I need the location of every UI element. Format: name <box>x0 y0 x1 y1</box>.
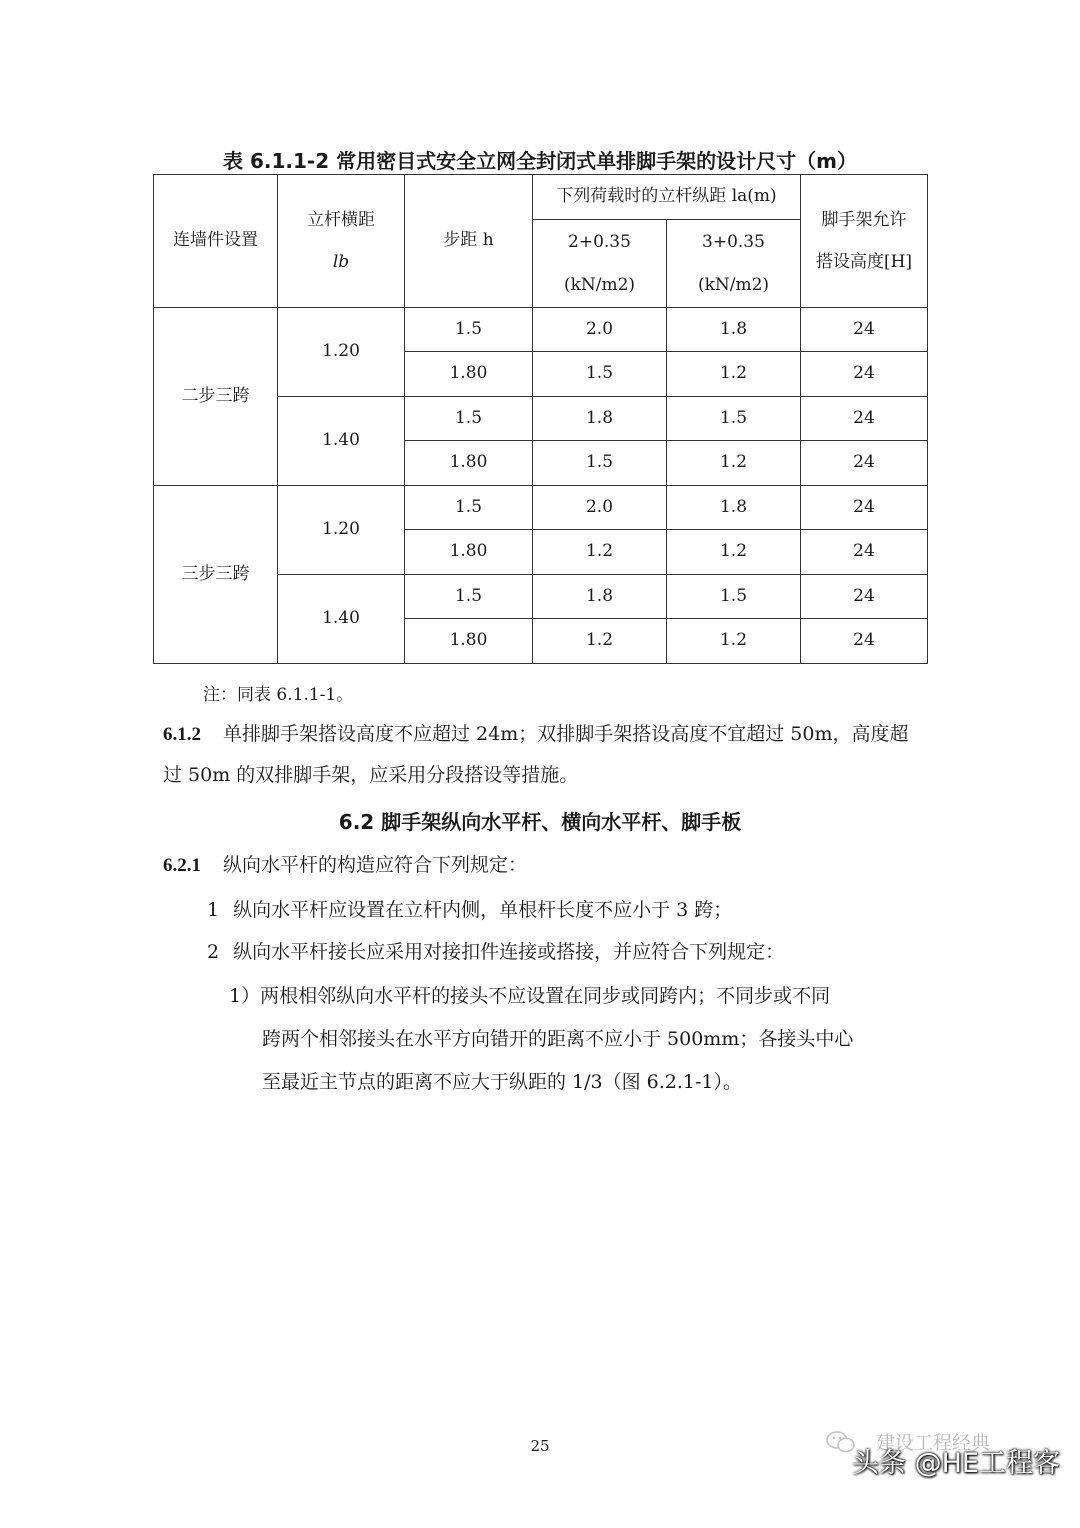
item-number: 2 <box>207 941 220 963</box>
watermark-author: 头条 @HE工程客 <box>852 1448 1060 1479</box>
header-height-line1: 脚手架允许 <box>821 209 907 230</box>
height-cell: 24 <box>801 486 928 530</box>
header-load-group: 下列荷载时的立杆纵距 la(m) <box>533 175 801 220</box>
sub-item <box>229 976 830 1016</box>
table-note: 注：同表 6.1.1-1。 <box>203 685 354 705</box>
section-heading: 6.2 脚手架纵向水平杆、横向水平杆、脚手板 <box>338 810 742 834</box>
la1-cell: 2.0 <box>533 308 667 352</box>
sub-item-line: 两根相邻纵向水平杆的接头不应设置在同步或同跨内；不同步或不同 <box>260 985 831 1007</box>
header-load1 <box>533 220 667 308</box>
clause-text: 单排脚手架搭设高度不应超过 24m；双排脚手架搭设高度不宜超过 50m，高度超过 50m 的双排脚手架，应采用分段搭设等措施。 <box>163 723 909 786</box>
height-cell: 24 <box>801 352 928 397</box>
la2-cell: 1.2 <box>667 352 801 397</box>
la1-cell: 1.5 <box>533 441 667 486</box>
table-title: 表 6.1.1-2 常用密目式安全立网全封闭式单排脚手架的设计尺寸（m） <box>223 149 857 173</box>
sub-item-number: 1） <box>229 985 261 1007</box>
height-cell: 24 <box>801 441 928 486</box>
page-number: 25 <box>530 1437 550 1455</box>
header-tie: 连墙件设置 <box>154 175 278 308</box>
clause-number: 6.2.1 <box>163 855 201 876</box>
table-row <box>154 486 928 530</box>
item-text: 纵向水平杆接长应采用对接扣件连接或搭接，并应符合下列规定： <box>233 941 785 963</box>
header-step: 步距 h <box>405 175 533 308</box>
sub-item-continuation: 至最近主节点的距离不应大于纵距的 1/3（图 6.2.1-1）。 <box>262 1071 743 1093</box>
item-number: 1 <box>207 899 220 921</box>
step-cell: 1.5 <box>405 308 533 352</box>
height-cell: 24 <box>801 575 928 619</box>
step-cell: 1.80 <box>405 619 533 664</box>
la2-cell: 1.8 <box>667 308 801 352</box>
step-cell: 1.80 <box>405 530 533 575</box>
header-load2 <box>667 220 801 308</box>
table-row <box>154 308 928 352</box>
la2-cell: 1.2 <box>667 441 801 486</box>
header-height-line2: 搭设高度[H] <box>815 252 913 272</box>
lb-cell: 1.20 <box>278 308 405 397</box>
item-text: 纵向水平杆应设置在立杆内侧，单根杆长度不应小于 3 跨； <box>233 899 733 921</box>
header-height <box>801 175 928 308</box>
clause-number: 6.1.2 <box>163 724 201 745</box>
la2-cell: 1.5 <box>667 575 801 619</box>
la2-cell: 1.8 <box>667 486 801 530</box>
height-cell: 24 <box>801 397 928 441</box>
header-transverse-label: 立杆横距 <box>307 209 375 230</box>
design-dimensions-table <box>153 174 928 664</box>
height-cell: 24 <box>801 308 928 352</box>
lb-cell: 1.40 <box>278 575 405 664</box>
step-cell: 1.80 <box>405 352 533 397</box>
step-cell: 1.5 <box>405 397 533 441</box>
step-cell: 1.80 <box>405 441 533 486</box>
header-load2-unit: (kN/m2) <box>697 274 770 295</box>
clause-text: 纵向水平杆的构造应符合下列规定： <box>223 854 528 876</box>
step-cell: 1.5 <box>405 486 533 530</box>
clause-6-1-2 <box>163 714 923 795</box>
lb-cell: 1.20 <box>278 486 405 575</box>
sub-item-continuation: 跨两个相邻接头在水平方向错开的距离不应小于 500mm；各接头中心 <box>262 1028 854 1050</box>
list-item <box>207 890 732 930</box>
la2-cell: 1.2 <box>667 619 801 664</box>
lb-cell: 1.40 <box>278 397 405 486</box>
la1-cell: 1.2 <box>533 530 667 575</box>
list-item <box>207 932 784 972</box>
la1-cell: 2.0 <box>533 486 667 530</box>
tie-cell: 三步三跨 <box>154 486 278 664</box>
height-cell: 24 <box>801 619 928 664</box>
watermark-account: 建设工程经典 <box>876 1432 991 1454</box>
la1-cell: 1.2 <box>533 619 667 664</box>
header-transverse-symbol: lb <box>332 252 350 272</box>
step-cell: 1.5 <box>405 575 533 619</box>
la1-cell: 1.5 <box>533 352 667 397</box>
la1-cell: 1.8 <box>533 397 667 441</box>
header-load1-unit: (kN/m2) <box>563 274 636 295</box>
la2-cell: 1.2 <box>667 530 801 575</box>
header-load2-value: 3+0.35 <box>702 232 765 252</box>
la1-cell: 1.8 <box>533 575 667 619</box>
tie-cell: 二步三跨 <box>154 308 278 486</box>
header-load1-value: 2+0.35 <box>568 232 631 252</box>
header-transverse <box>278 175 405 308</box>
height-cell: 24 <box>801 530 928 575</box>
clause-6-2-1 <box>163 845 923 886</box>
la2-cell: 1.5 <box>667 397 801 441</box>
